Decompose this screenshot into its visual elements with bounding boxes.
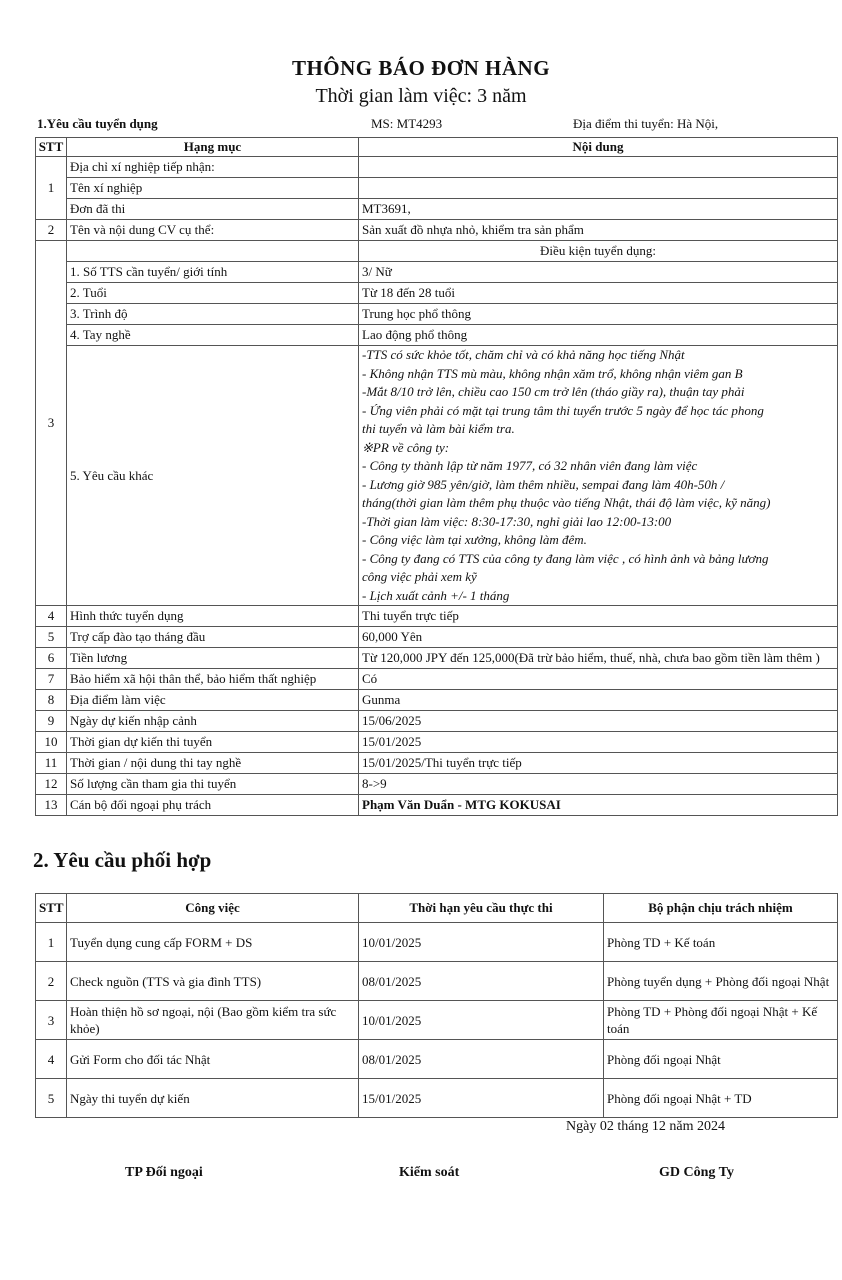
table-row <box>36 199 838 220</box>
other-requirement-line: - Lịch xuất cảnh +/- 1 tháng <box>362 587 510 603</box>
row-stt: 9 <box>36 711 67 732</box>
signature-control: Kiểm soát <box>399 1165 460 1180</box>
exam-location: Địa điểm thi tuyển: Hà Nội, <box>573 116 719 131</box>
row-value <box>359 178 838 199</box>
row-value: Gunma <box>359 690 838 711</box>
table-row <box>36 1079 838 1118</box>
table-row <box>36 923 838 962</box>
table-header-row <box>36 138 838 157</box>
table-row <box>36 753 838 774</box>
row-dept: Phòng tuyển dụng + Phòng đối ngoại Nhật <box>604 962 838 1001</box>
table-row <box>36 304 838 325</box>
table-row <box>36 606 838 627</box>
row-dept: Phòng đối ngoại Nhật <box>604 1040 838 1079</box>
row-label: Địa điểm làm việc <box>67 690 359 711</box>
table-row <box>36 962 838 1001</box>
header-task: Công việc <box>67 894 359 923</box>
header-dept: Bộ phận chịu trách nhiệm <box>604 894 838 923</box>
row-value: Trung học phổ thông <box>359 304 838 325</box>
row-dept: Phòng đối ngoại Nhật + TD <box>604 1079 838 1118</box>
row-stt: 4 <box>36 1040 67 1079</box>
row-value: Sản xuất đồ nhựa nhỏ, khiểm tra sản phẩm <box>359 220 838 241</box>
header-stt: STT <box>36 138 67 157</box>
table-row <box>36 774 838 795</box>
row-stt: 3 <box>36 241 67 606</box>
row-stt: 11 <box>36 753 67 774</box>
row-label: Ngày dự kiến nhập cảnh <box>67 711 359 732</box>
row-stt: 12 <box>36 774 67 795</box>
section2-heading: 2. Yêu cầu phối hợp <box>33 848 212 872</box>
row-value: MT3691, <box>359 199 838 220</box>
signature-director: GD Công Ty <box>659 1165 734 1180</box>
table-row <box>36 711 838 732</box>
other-requirement-line: - Không nhận TTS mù màu, không nhận xăm trổ, không nhận viêm gan B <box>362 365 743 381</box>
row-label: 2. Tuổi <box>67 283 359 304</box>
table-row <box>36 1001 838 1040</box>
row-stt: 2 <box>36 962 67 1001</box>
row-stt: 10 <box>36 732 67 753</box>
row-deadline: 15/01/2025 <box>359 1079 604 1118</box>
other-requirement-line: - Ứng viên phải có mặt tại trung tâm thi tuyển trước 5 ngày để học tác phong <box>362 402 764 418</box>
row-value: 15/06/2025 <box>359 711 838 732</box>
document-date: Ngày 02 tháng 12 năm 2024 <box>566 1119 726 1134</box>
table-row <box>36 732 838 753</box>
table-row <box>36 627 838 648</box>
row-value: Lao động phổ thông <box>359 325 838 346</box>
other-requirement-line: -TTS có sức khỏe tốt, chăm chỉ và có khả năng học tiếng Nhật <box>362 347 685 362</box>
row-value: 3/ Nữ <box>359 262 838 283</box>
other-requirement-line: - Công ty đang có TTS của công ty đang làm việc , có hình ảnh và bảng lương <box>362 550 769 566</box>
conditions-heading: Điều kiện tuyển dụng: <box>359 241 838 262</box>
other-requirement-line: - Công việc làm tại xưởng, không làm đêm. <box>362 532 587 547</box>
table-row <box>36 178 838 199</box>
recruitment-table <box>35 137 838 816</box>
table-row <box>36 262 838 283</box>
row-task: Gửi Form cho đối tác Nhật <box>67 1040 359 1079</box>
row-stt: 1 <box>36 923 67 962</box>
row-stt: 13 <box>36 795 67 816</box>
row-label: Tên xí nghiệp <box>67 178 359 199</box>
signature-foreign-affairs: TP Đối ngoại <box>125 1165 203 1180</box>
table-row <box>36 648 838 669</box>
row-label: 3. Trình độ <box>67 304 359 325</box>
row-label: Thời gian dự kiến thi tuyển <box>67 732 359 753</box>
order-code: MS: MT4293 <box>371 116 443 131</box>
row-value: Từ 120,000 JPY đến 125,000(Đã trừ bảo hiểm, thuế, nhà, chưa bao gồm tiền làm thêm ) <box>359 648 838 669</box>
row-dept: Phòng TD + Phòng đối ngoại Nhật + Kế toán <box>604 1001 838 1040</box>
row-value: Có <box>359 669 838 690</box>
row-label: 5. Yêu cầu khác <box>67 346 359 606</box>
table-row <box>36 795 838 816</box>
row-label: Cán bộ đối ngoại phụ trách <box>67 795 359 816</box>
row-label: 4. Tay nghề <box>67 325 359 346</box>
row-label: Thời gian / nội dung thi tay nghề <box>67 753 359 774</box>
row-label: Hình thức tuyển dụng <box>67 606 359 627</box>
row-label: Địa chỉ xí nghiệp tiếp nhận: <box>67 157 359 178</box>
other-requirement-line: thi tuyển và làm bài kiểm tra. <box>362 421 515 436</box>
table-row <box>36 346 838 606</box>
row-deadline: 08/01/2025 <box>359 1040 604 1079</box>
row-value: 8->9 <box>359 774 838 795</box>
row-stt: 4 <box>36 606 67 627</box>
row-task: Ngày thi tuyển dự kiến <box>67 1079 359 1118</box>
table-row <box>36 241 838 262</box>
row-value: 15/01/2025/Thi tuyển trực tiếp <box>359 753 838 774</box>
row-stt: 8 <box>36 690 67 711</box>
row-label <box>67 241 359 262</box>
row-stt: 6 <box>36 648 67 669</box>
header-stt: STT <box>36 894 67 923</box>
other-requirement-line: -Thời gian làm việc: 8:30-17:30, nghỉ giải lao 12:00-13:00 <box>362 513 672 529</box>
other-requirement-line: -Mắt 8/10 trở lên, chiều cao 150 cm trở lên (tháo giầy ra), thuận tay phải <box>362 384 745 399</box>
table-row <box>36 283 838 304</box>
table-row <box>36 157 838 178</box>
row-stt: 5 <box>36 627 67 648</box>
header-deadline: Thời hạn yêu cầu thực thi <box>359 894 604 923</box>
page-title: THÔNG BÁO ĐƠN HÀNG <box>291 56 551 80</box>
row-dept: Phòng TD + Kế toán <box>604 923 838 962</box>
table-row <box>36 325 838 346</box>
row-deadline: 10/01/2025 <box>359 1001 604 1040</box>
table-header-row <box>36 894 838 923</box>
row-value: Thi tuyển trực tiếp <box>359 606 838 627</box>
row-stt: 7 <box>36 669 67 690</box>
table-row <box>36 669 838 690</box>
row-label: Tiền lương <box>67 648 359 669</box>
row-stt: 1 <box>36 157 67 220</box>
row-value: Phạm Văn Duẩn - MTG KOKUSAI <box>359 795 838 816</box>
row-label: 1. Số TTS cần tuyển/ giới tính <box>67 262 359 283</box>
row-label: Trợ cấp đào tạo tháng đầu <box>67 627 359 648</box>
row-task: Hoàn thiện hồ sơ ngoại, nội (Bao gồm kiểm tra sức khỏe) <box>67 1001 359 1040</box>
table-row <box>36 220 838 241</box>
page-subtitle: Thời gian làm việc: 3 năm <box>315 85 527 107</box>
header-content: Nội dung <box>359 138 838 157</box>
row-value: 60,000 Yên <box>359 627 838 648</box>
row-task: Tuyển dụng cung cấp FORM + DS <box>67 923 359 962</box>
other-requirements <box>359 346 838 606</box>
row-stt: 2 <box>36 220 67 241</box>
row-value: Từ 18 đến 28 tuổi <box>359 283 838 304</box>
other-requirement-line: - Lương giờ 985 yên/giờ, làm thêm nhiều, sempai đang làm 40h-50h / <box>362 476 725 492</box>
row-stt: 5 <box>36 1079 67 1118</box>
row-task: Check nguồn (TTS và gia đình TTS) <box>67 962 359 1001</box>
row-label: Đơn đã thi <box>67 199 359 220</box>
row-deadline: 08/01/2025 <box>359 962 604 1001</box>
row-label: Tên và nội dung CV cụ thể: <box>67 220 359 241</box>
row-value: 15/01/2025 <box>359 732 838 753</box>
row-label: Số lượng cần tham gia thi tuyển <box>67 774 359 795</box>
table-row <box>36 690 838 711</box>
section1-heading: 1.Yêu cầu tuyển dụng <box>37 116 158 131</box>
row-deadline: 10/01/2025 <box>359 923 604 962</box>
row-value <box>359 157 838 178</box>
table-row <box>36 1040 838 1079</box>
other-requirement-line: tháng(thời gian làm thêm phụ thuộc vào tiếng Nhật, thái độ làm việc, kỹ năng) <box>362 495 771 510</box>
other-requirement-line: ※PR về công ty: <box>362 439 450 455</box>
other-requirement-line: công việc phải xem kỹ <box>362 569 477 584</box>
coordination-table <box>35 893 838 1118</box>
row-stt: 3 <box>36 1001 67 1040</box>
header-item: Hạng mục <box>67 138 359 157</box>
other-requirement-line: - Công ty thành lập từ năm 1977, có 32 nhân viên đang làm việc <box>362 458 698 473</box>
row-label: Bảo hiểm xã hội thân thể, bảo hiểm thất nghiệp <box>67 669 359 690</box>
